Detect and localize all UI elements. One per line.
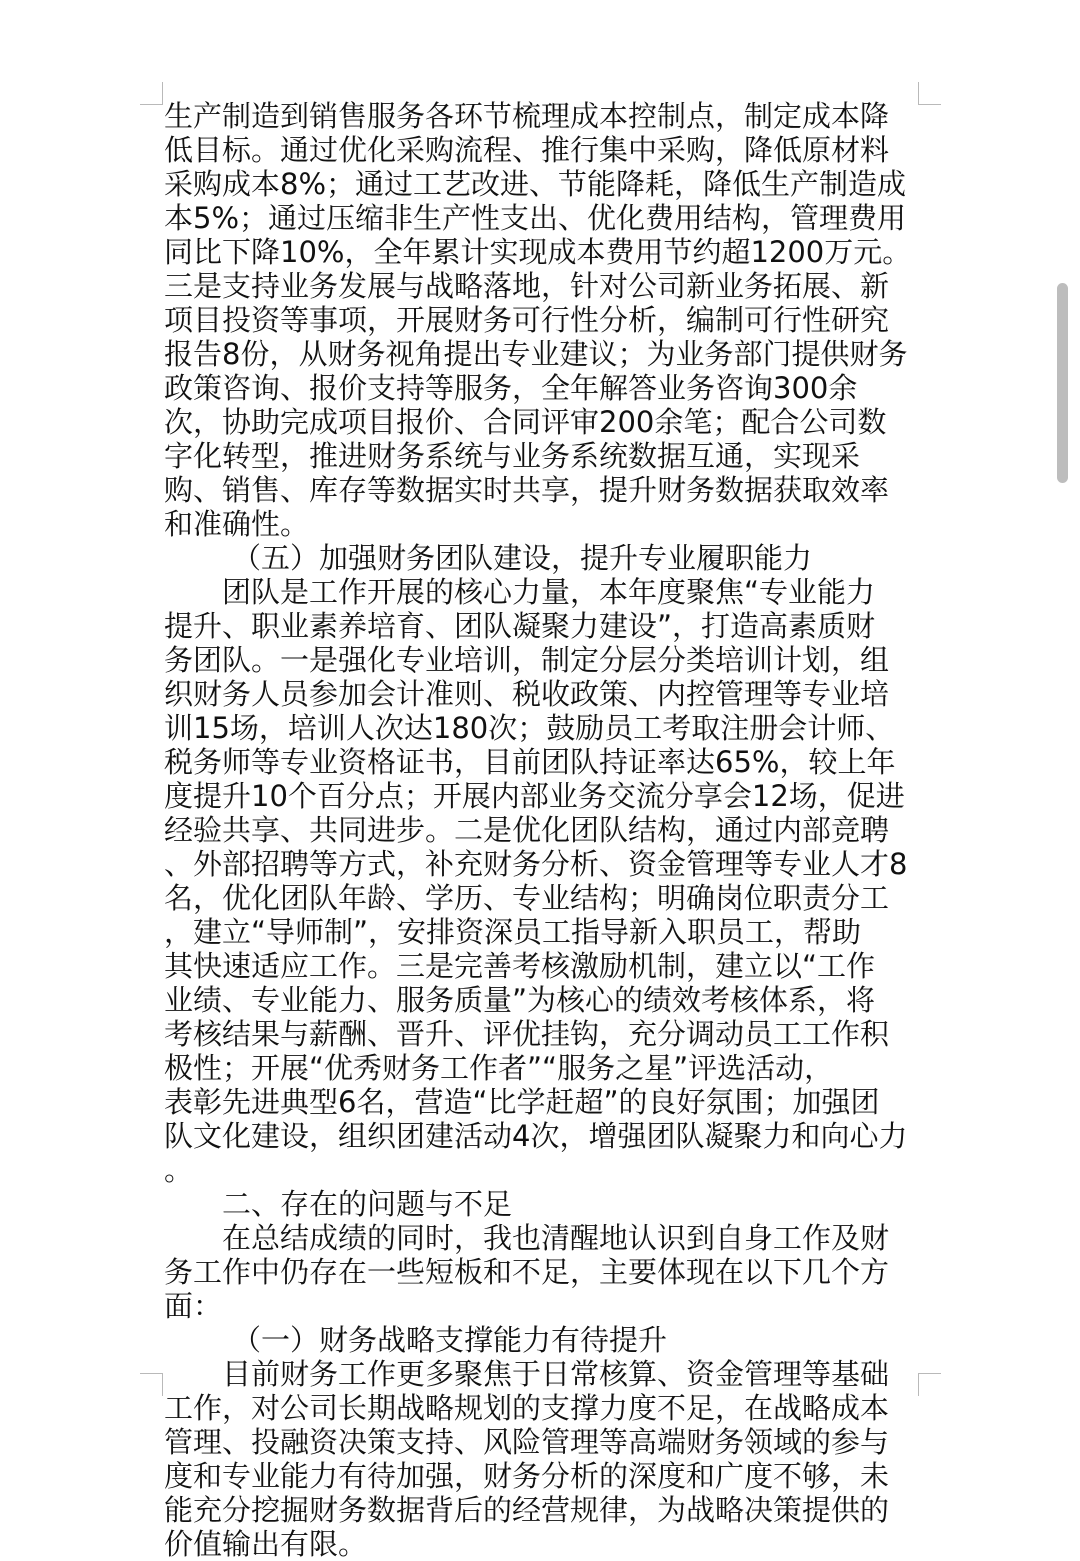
body-line: 税务师等专业资格证书，目前团队持证率达65%，较上年 bbox=[164, 745, 896, 779]
body-line: 价值输出有限。 bbox=[164, 1527, 368, 1561]
body-line: ，建立“导师制”，安排资深员工指导新入职员工，帮助 bbox=[164, 915, 862, 949]
body-line: 考核结果与薪酬、晋升、评优挂钩，充分调动员工工作积 bbox=[164, 1017, 890, 1051]
body-line: 能充分挖掘财务数据背后的经营规律，为战略决策提供的 bbox=[164, 1493, 890, 1527]
body-line: 字化转型，推进财务系统与业务系统数据互通，实现采 bbox=[164, 439, 861, 473]
body-line: 提升、职业素养培育、团队凝聚力建设”，打造高素质财 bbox=[164, 609, 876, 643]
paragraph-first-line: 在总结成绩的同时，我也清醒地认识到自身工作及财 bbox=[222, 1221, 890, 1255]
body-line: 务工作中仍存在一些短板和不足，主要体现在以下几个方 bbox=[164, 1255, 890, 1289]
body-line: 工作，对公司长期战略规划的支撑力度不足，在战略成本 bbox=[164, 1391, 890, 1425]
body-line: 其快速适应工作。三是完善考核激励机制，建立以“工作 bbox=[164, 949, 876, 983]
body-line: 项目投资等事项，开展财务可行性分析，编制可行性研究 bbox=[164, 303, 890, 337]
body-line: 务团队。一是强化专业培训，制定分层分类培训计划，组 bbox=[164, 643, 890, 677]
body-line: 经验共享、共同进步。二是优化团队结构，通过内部竞聘 bbox=[164, 813, 890, 847]
body-line: 同比下降10%，全年累计实现成本费用节约超1200万元。 bbox=[164, 235, 912, 269]
body-line: 面： bbox=[164, 1289, 223, 1323]
body-line: 度提升10个百分点；开展内部业务交流分享会12场，促进 bbox=[164, 779, 905, 813]
body-line: 低目标。通过优化采购流程、推行集中采购，降低原材料 bbox=[164, 133, 890, 167]
body-line: 购、销售、库存等数据实时共享，提升财务数据获取效率 bbox=[164, 473, 890, 507]
body-line: 报告8份，从财务视角提出专业建议；为业务部门提供财务 bbox=[164, 337, 908, 371]
section-heading: 二、存在的问题与不足 bbox=[222, 1187, 513, 1221]
body-line: 管理、投融资决策支持、风险管理等高端财务领域的参与 bbox=[164, 1425, 890, 1459]
body-line: 、外部招聘等方式，补充财务分析、资金管理等专业人才8 bbox=[164, 847, 908, 881]
body-line: 织财务人员参加会计准则、税收政策、内控管理等专业培 bbox=[164, 677, 890, 711]
body-line: 业绩、专业能力、服务质量”为核心的绩效考核体系，将 bbox=[164, 983, 876, 1017]
section-heading: （一）财务战略支撑能力有待提升 bbox=[232, 1323, 668, 1357]
bottom-left-margin-mark bbox=[140, 1373, 163, 1396]
body-line: 队文化建设，组织团建活动4次，增强团队凝聚力和向心力 bbox=[164, 1119, 908, 1153]
section-heading: （五）加强财务团队建设，提升专业履职能力 bbox=[232, 541, 813, 575]
vertical-scrollbar-thumb[interactable] bbox=[1057, 283, 1068, 483]
body-line: 采购成本8%；通过工艺改进、节能降耗，降低生产制造成 bbox=[164, 167, 907, 201]
body-line: 三是支持业务发展与战略落地，针对公司新业务拓展、新 bbox=[164, 269, 890, 303]
paragraph-first-line: 团队是工作开展的核心力量，本年度聚焦“专业能力 bbox=[222, 575, 876, 609]
body-line: 极性；开展“优秀财务工作者”“服务之星”评选活动， bbox=[164, 1051, 834, 1085]
document-body bbox=[164, 99, 924, 1561]
body-line: 次，协助完成项目报价、合同评审200余笔；配合公司数 bbox=[164, 405, 887, 439]
body-line: 和准确性。 bbox=[164, 507, 310, 541]
body-line: 。 bbox=[164, 1153, 194, 1187]
body-line: 训15场，培训人次达180次；鼓励员工考取注册会计师、 bbox=[164, 711, 895, 745]
body-line: 度和专业能力有待加强，财务分析的深度和广度不够，未 bbox=[164, 1459, 890, 1493]
body-line: 生产制造到销售服务各环节梳理成本控制点，制定成本降 bbox=[164, 99, 890, 133]
top-left-margin-mark bbox=[140, 82, 163, 105]
body-line: 本5%；通过压缩非生产性支出、优化费用结构，管理费用 bbox=[164, 201, 907, 235]
body-line: 政策咨询、报价支持等服务，全年解答业务咨询300余 bbox=[164, 371, 858, 405]
paragraph-first-line: 目前财务工作更多聚焦于日常核算、资金管理等基础 bbox=[222, 1357, 890, 1391]
body-line: 表彰先进典型6名，营造“比学赶超”的良好氛围；加强团 bbox=[164, 1085, 880, 1119]
body-line: 名，优化团队年龄、学历、专业结构；明确岗位职责分工 bbox=[164, 881, 890, 915]
